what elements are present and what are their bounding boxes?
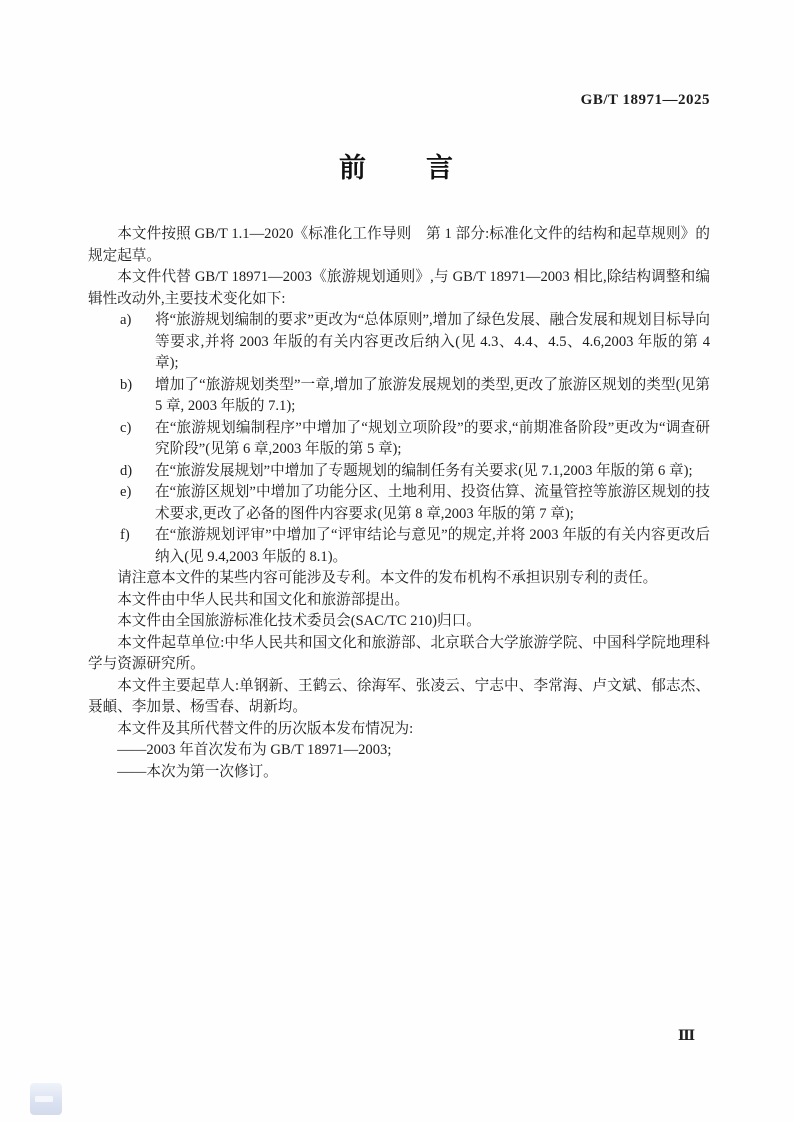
foreword-paragraph-drafting-orgs: 本文件起草单位:中华人民共和国文化和旅游部、北京联合大学旅游学院、中国科学院地理科学与资源研究所。 (88, 634, 710, 672)
foreword-paragraph-committee: 本文件由全国旅游标准化技术委员会(SAC/TC 210)归口。 (117, 613, 481, 629)
watermark-logo (30, 1083, 62, 1115)
standard-code: GB/T 18971—2025 (580, 92, 710, 108)
history-item-revision: ——本次为第一次修订。 (117, 763, 278, 780)
change-item-label: f) (120, 527, 130, 543)
foreword-paragraph-drafting-rule: 本文件按照 GB/T 1.1—2020《标准化工作导则 第 1 部分:标准化文件的结构和起草规则》的规定起草。 (88, 226, 710, 264)
foreword-body (88, 224, 710, 783)
page-number: Ⅲ (677, 1029, 695, 1044)
change-item-c (120, 418, 710, 461)
change-item-text: 在“旅游发展规划”中增加了专题规划的编制任务有关要求(见 7.1,2003 年版的第 6 章); (155, 462, 693, 479)
change-item-a (120, 310, 710, 375)
foreword-paragraph-drafters: 本文件主要起草人:单钢新、王鹤云、徐海军、张凌云、宁志中、李常海、卢文斌、郁志杰、聂頔、李加景、杨雪春、胡新均。 (88, 677, 710, 715)
change-item-label: e) (120, 484, 132, 500)
change-item-label: a) (120, 312, 132, 328)
change-item-text: 增加了“旅游规划类型”一章,增加了旅游发展规划的类型,更改了旅游区规划的类型(见第 5 章, 2003 年版的 7.1); (155, 376, 710, 414)
change-item-f (120, 525, 710, 568)
page-title: 前 言 (339, 153, 455, 183)
change-item-e (120, 482, 710, 525)
change-item-label: b) (120, 376, 133, 393)
foreword-paragraph-history-heading: 本文件及其所代替文件的历次版本发布情况为: (117, 720, 414, 737)
change-item-d (120, 461, 710, 483)
change-item-text: 在“旅游区规划”中增加了功能分区、土地利用、投资估算、流量管控等旅游区规划的技术要求,更改了必备的图件内容要求(见第 8 章,2003 年版的第 7 章); (155, 484, 710, 522)
change-item-text: 在“旅游规划评审”中增加了“评审结论与意见”的规定,并将 2003 年版的有关内容更改后纳入(见 9.4,2003 年版的 8.1)。 (155, 527, 710, 565)
change-item-text: 将“旅游规划编制的要求”更改为“总体原则”,增加了绿色发展、融合发展和规划目标导向等要求,并将 2003 年版的有关内容更改后纳入(见 4.3、4.4、4.5、4.6,2003 年版的第 4 章); (155, 312, 710, 371)
change-item-text: 在“旅游规划编制程序”中增加了“规划立项阶段”的要求,“前期准备阶段”更改为“调查研究阶段”(见第 6 章,2003 年版的第 5 章); (155, 419, 710, 457)
change-item-label: d) (120, 462, 133, 479)
change-item-label: c) (120, 419, 132, 436)
change-item-b (120, 375, 710, 418)
history-item-first-release: ——2003 年首次发布为 GB/T 18971—2003; (117, 742, 392, 758)
watermark-inner-shape (35, 1096, 53, 1102)
foreword-paragraph-replaces: 本文件代替 GB/T 18971—2003《旅游规划通则》,与 GB/T 18971—2003 相比,除结构调整和编辑性改动外,主要技术变化如下: (88, 269, 710, 307)
foreword-paragraph-proposed-by: 本文件由中华人民共和国文化和旅游部提出。 (117, 591, 410, 608)
foreword-paragraph-patent-note: 请注意本文件的某些内容可能涉及专利。本文件的发布机构不承担识别专利的责任。 (117, 570, 658, 586)
